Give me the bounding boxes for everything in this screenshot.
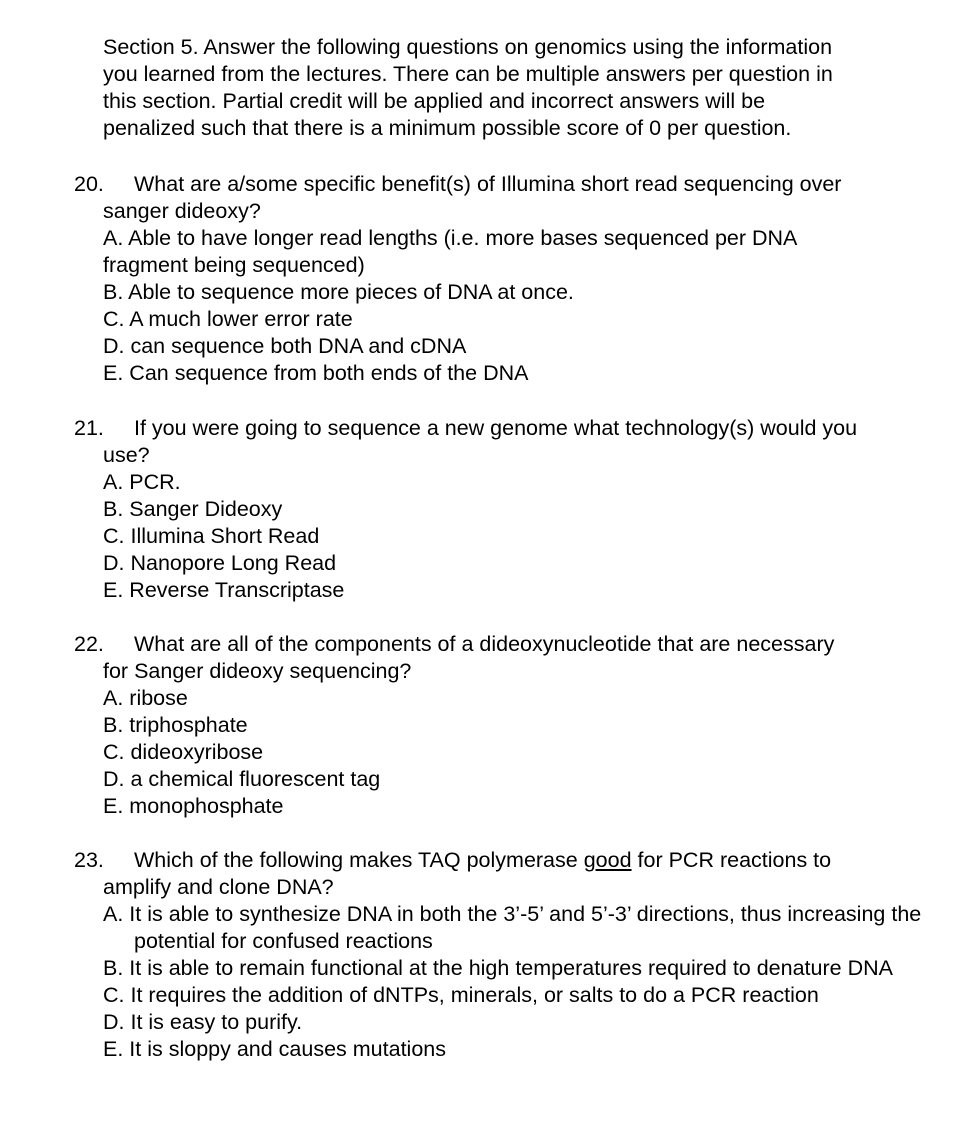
answer-options: [74, 225, 944, 387]
question-text: What are all of the components of a dideoxynucleotide that are necessary: [134, 632, 835, 656]
option-e: E. Reverse Transcriptase: [103, 578, 345, 602]
option-d: D. a chemical fluorescent tag: [103, 767, 381, 791]
option-a-continued: fragment being sequenced): [103, 253, 365, 277]
option-a: A. Able to have longer read lengths (i.e. more bases sequenced per DNA: [103, 226, 798, 250]
instruction-line: you learned from the lectures. There can be multiple answers per question in: [103, 62, 833, 86]
option-e: E. Can sequence from both ends of the DNA: [103, 361, 529, 385]
question-21: [74, 415, 944, 604]
option-d: D. Nanopore Long Read: [103, 551, 337, 575]
question-text: Which of the following makes TAQ polymerase: [134, 848, 584, 872]
option-c: C. A much lower error rate: [103, 307, 353, 331]
question-text-end: for PCR reactions to: [631, 848, 832, 872]
option-a: A. It is able to synthesize DNA in both the 3’-5’ and 5’-3’ directions, thus increasing the potential for confused reactions: [103, 902, 922, 953]
question-stem: [74, 171, 944, 198]
question-stem: [74, 847, 944, 874]
question-text-continued: sanger dideoxy?: [103, 199, 261, 223]
instruction-line: Section 5. Answer the following questions on genomics using the information: [103, 35, 833, 59]
option-b: B. It is able to remain functional at the high temperatures required to denature DNA: [103, 956, 893, 980]
section-instructions: [103, 34, 933, 142]
instruction-line: this section. Partial credit will be applied and incorrect answers will be: [103, 89, 766, 113]
option-b: B. triphosphate: [103, 713, 248, 737]
question-stem: [74, 631, 944, 658]
answer-options: [74, 469, 944, 604]
question-text-continued: for Sanger dideoxy sequencing?: [103, 659, 412, 683]
option-e: E. It is sloppy and causes mutations: [103, 1037, 446, 1061]
option-c: C. dideoxyribose: [103, 740, 264, 764]
option-e: E. monophosphate: [103, 794, 284, 818]
question-text-continued: use?: [103, 443, 150, 467]
emphasized-word: good: [583, 848, 632, 872]
question-number: 20.: [74, 172, 104, 196]
answer-options: [74, 901, 924, 1063]
option-a: A. ribose: [103, 686, 188, 710]
option-c: C. It requires the addition of dNTPs, minerals, or salts to do a PCR reaction: [103, 983, 819, 1007]
question-20: [74, 171, 944, 387]
question-text: If you were going to sequence a new genome what technology(s) would you: [134, 416, 858, 440]
option-b: B. Able to sequence more pieces of DNA at once.: [103, 280, 574, 304]
question-number: 22.: [74, 632, 104, 656]
instruction-line: penalized such that there is a minimum possible score of 0 per question.: [103, 116, 792, 140]
answer-options: [74, 685, 944, 820]
question-22: [74, 631, 944, 820]
question-number: 21.: [74, 416, 104, 440]
option-c: C. Illumina Short Read: [103, 524, 320, 548]
option-b: B. Sanger Dideoxy: [103, 497, 283, 521]
question-stem: [74, 415, 944, 442]
question-text-continued: amplify and clone DNA?: [103, 875, 334, 899]
option-d: D. It is easy to purify.: [103, 1010, 303, 1034]
question-number: 23.: [74, 848, 104, 872]
option-d: D. can sequence both DNA and cDNA: [103, 334, 467, 358]
option-a: A. PCR.: [103, 470, 181, 494]
question-23: [74, 847, 944, 1063]
question-text: What are a/some specific benefit(s) of Illumina short read sequencing over: [134, 172, 842, 196]
